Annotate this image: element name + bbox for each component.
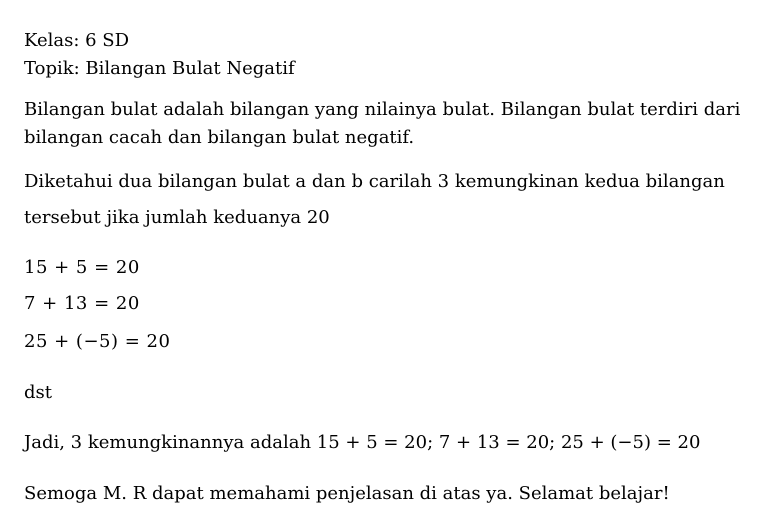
topic-label: Topik: Bilangan Bulat Negatif <box>24 58 295 79</box>
class-label: Kelas: 6 SD <box>24 30 130 51</box>
equation-3: 25 + (−5) = 20 <box>24 331 171 352</box>
closing-text: Semoga M. R dapat memahami penjelasan di atas ya. Selamat belajar! <box>24 483 670 504</box>
etc-text: dst <box>24 382 52 403</box>
question-line-1: Diketahui dua bilangan bulat a dan b carilah 3 kemungkinan kedua bilangan <box>24 171 725 192</box>
question-line-2: tersebut jika jumlah keduanya 20 <box>24 207 330 228</box>
equation-1: 15 + 5 = 20 <box>24 257 140 278</box>
intro-line-1: Bilangan bulat adalah bilangan yang nilainya bulat. Bilangan bulat terdiri dari <box>24 99 741 120</box>
conclusion-text: Jadi, 3 kemungkinannya adalah 15 + 5 = 20; 7 + 13 = 20; 25 + (−5) = 20 <box>24 432 701 453</box>
intro-line-2: bilangan cacah dan bilangan bulat negatif. <box>24 127 415 148</box>
equation-2: 7 + 13 = 20 <box>24 293 140 314</box>
